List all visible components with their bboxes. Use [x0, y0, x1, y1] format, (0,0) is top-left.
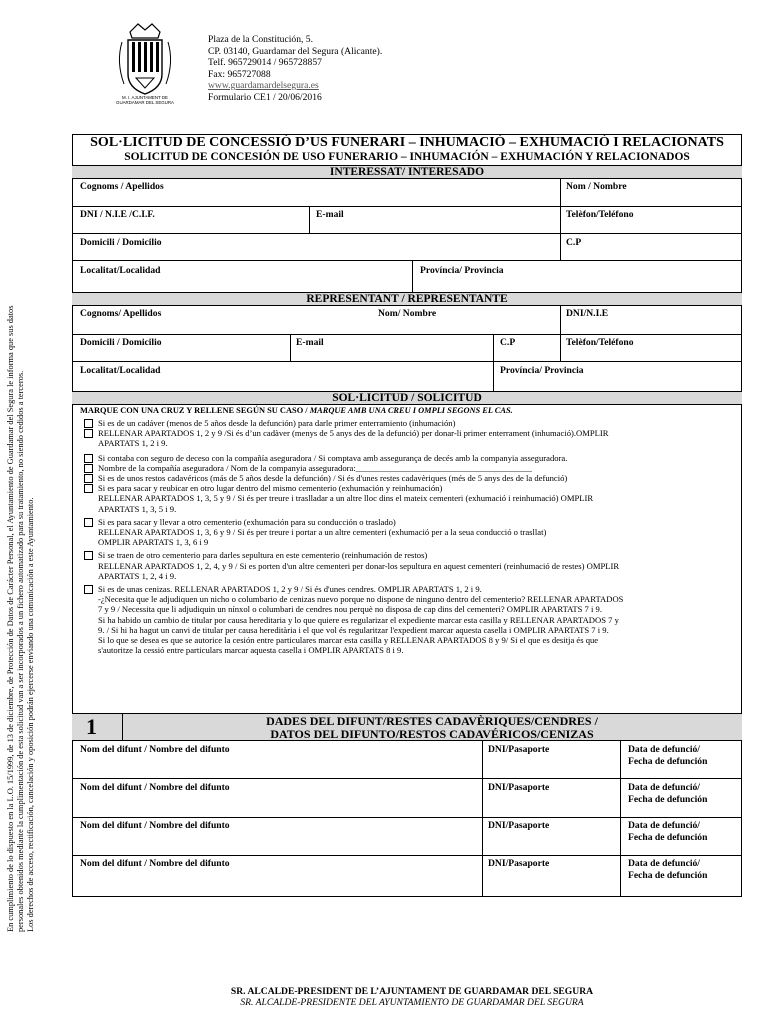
section-1-title-va: DADES DEL DIFUNT/RESTES CADAVÈRIQUES/CENDRES /	[266, 714, 598, 728]
section-1-title-es: DATOS DEL DIFUNTO/RESTOS CADAVÉRICOS/CENIZAS	[270, 727, 594, 741]
logo-caption-2: GUARDAMAR DEL SEGURA	[116, 100, 174, 104]
option-1-line-2: RELLENAR APARTADOS 1, 2 y 9 /Si és d’un cadàver (menys de 5 anys des de la defunció) per donar-li primer enterrament (inhumació).OMPLIR	[98, 428, 609, 439]
rep-phone-label: Telèfon/Teléfono	[566, 337, 634, 348]
coat-of-arms-logo	[108, 22, 182, 104]
deceased-4-date-label	[628, 858, 707, 882]
logo-caption-1: M. I. AJUNTAMENT DE	[122, 95, 168, 100]
privacy-line-3: Los derechos de acceso, rectificación, cancelación y oposición podrán ejercerse enviando una comunicación a este Ayuntamiento.	[26, 497, 35, 932]
int-cp-label: C.P	[566, 237, 582, 248]
int-surnames-label: Cognoms / Apellidos	[80, 181, 164, 192]
deceased-3-date-label	[628, 820, 707, 844]
deceased-4-date-va: Data de defunció/	[628, 858, 700, 869]
int-address-label: Domicili / Domicilio	[80, 237, 162, 248]
option-5-line-1: Si se traen de otro cementerio para darles sepultura en este cementerio (reinhumación de restos)	[98, 550, 428, 561]
title-spanish: SOLICITUD DE CONCESIÓN DE USO FUNERARIO – INHUMACIÓN – EXHUMACIÓN Y RELACIONADOS	[124, 151, 690, 163]
option-6-line-3: 7 y 9 / Necessita que li adjudiquin un nínxol o columbari de cendres nou perquè no disposa de cap dins del cementeri? OMPLIR APARTATS 7 i 9.	[98, 604, 602, 615]
instructions-va: MARQUE AMB UNA CREU I OMPLI SEGONS EL CAS.	[309, 406, 513, 415]
rep-email-label: E-mail	[296, 337, 324, 348]
option-6-line-5: 9. / Si hi ha hagut un canvi de titular per causa hereditària i el que vol és regularitzar l'expedient marcar aquesta casella i OMPLIR APARTATS 7 i 9.	[98, 624, 609, 635]
option-ashes-checkbox[interactable]	[84, 585, 93, 594]
option-6-line-4: Si ha habido un cambio de titular por causa hereditaria y lo que quiere es regularizar el expediente marcar esta casilla y RELLENAR APARTADOS 7 y	[98, 614, 619, 625]
option-1-checkbox[interactable]	[84, 419, 93, 428]
option-2-line-2: Nombre de la compañía aseguradora / Nom de la companyia asseguradora:_________________________________________	[98, 462, 532, 473]
option-6-line-7: s'autoritze la cessió entre particulars marcar aquesta casella i OMPLIR APARTATS 8 i 9.	[98, 645, 404, 656]
deceased-2-doc-label: DNI/Pasaporte	[488, 782, 550, 793]
option-transfer-checkbox[interactable]	[84, 518, 93, 527]
deceased-1-date-label	[628, 744, 707, 768]
deceased-4-doc-label: DNI/Pasaporte	[488, 858, 550, 869]
option-5-line-2: RELLENAR APARTADOS 1, 2, 4, y 9 / Si es porten d'un altre cementeri per donar-los sepultura en aquest cementeri (reinhumació de restes) OMPLIR	[98, 560, 620, 571]
deceased-2-date-va: Data de defunció/	[628, 782, 700, 793]
request-instructions	[80, 406, 513, 415]
deceased-3-name-label: Nom del difunt / Nombre del difunto	[80, 820, 230, 831]
option-incoming-checkbox[interactable]	[84, 551, 93, 560]
header-contact	[208, 34, 382, 103]
website-link[interactable]: www.guardamardelsegura.es	[208, 80, 319, 91]
rep-name-label: Nom/ Nombre	[378, 308, 437, 319]
option-remains-checkbox[interactable]	[84, 474, 93, 483]
rep-surnames-label: Cognoms/ Apellidos	[80, 308, 162, 319]
request-options	[84, 418, 740, 655]
deceased-2-date-es: Fecha de defunción	[628, 794, 708, 805]
form-title	[72, 134, 742, 164]
option-4-line-1: Si es para sacar y llevar a otro cementerio (exhumación para su conducción o traslado)	[98, 516, 396, 527]
interested-heading: INTERESSAT/ INTERESADO	[72, 165, 742, 179]
footer-valencian: SR. ALCALDE-PRESIDENT DE L’AJUNTAMENT DE GUARDAMAR DEL SEGURA	[230, 986, 594, 997]
int-dni-label: DNI / N.I.E /C.I.F.	[80, 209, 155, 220]
privacy-line-2: personales obtenidos mediante la cumplimentación de esta solicitud van a ser incorporados a un fichero automatizado para su tratamiento, no siendo cedidos a terceros.	[16, 370, 25, 932]
int-name-label: Nom / Nombre	[566, 181, 627, 192]
rep-province-label: Província/ Provincia	[500, 365, 584, 376]
footer	[72, 986, 752, 1008]
option-4-line-3: OMPLIR APARTATS 1, 3, 6 i 9	[98, 537, 209, 548]
option-1b-checkbox[interactable]	[84, 429, 93, 438]
deceased-1-date-va: Data de defunció/	[628, 744, 700, 755]
option-insurance-checkbox[interactable]	[84, 454, 93, 463]
rep-address-label: Domicili / Domicilio	[80, 337, 162, 348]
request-heading: SOL·LICITUD / SOLICITUD	[72, 391, 742, 405]
int-email-label: E-mail	[316, 209, 344, 220]
rep-cp-label: C.P	[500, 337, 516, 348]
rep-locality-label: Localitat/Localidad	[80, 365, 161, 376]
option-6-line-1: Si es de unas cenizas. RELLENAR APARTADOS 1, 2 y 9 / Si és d'unes cendres. OMPLIR APARTATS 1, 2 i 9.	[98, 584, 482, 595]
deceased-3-date-es: Fecha de defunción	[628, 832, 708, 843]
deceased-1-name-label: Nom del difunt / Nombre del difunto	[80, 744, 230, 755]
address-line-2: CP. 03140, Guardamar del Segura (Alicante).	[208, 45, 383, 57]
instructions-es: MARQUE CON UNA CRUZ Y RELLENE SEGÚN SU CASO /	[80, 406, 308, 415]
representative-heading: REPRESENTANT / REPRESENTANTE	[72, 292, 742, 306]
option-6-line-6: Si lo que se desea es que se autorice la cesión entre particulares marcar esta casilla y RELLENAR APARTADOS 8 y 9/ Si el que es desitja és que	[98, 635, 599, 646]
privacy-line-1: En cumplimiento de lo dispuesto en la L.O. 15/1999, de 13 de diciembre, de Protección de Datos de Carácter Personal, el Ayuntamiento de Guardamar del Segura le informa que sus datos	[6, 305, 15, 932]
title-valencian: SOL·LICITUD DE CONCESSIÓ D’US FUNERARI – INHUMACIÓ – EXHUMACIÓ I RELACIONATS	[90, 135, 724, 150]
phone: Telf. 965729014 / 965728857	[208, 57, 322, 68]
option-reinhume-checkbox[interactable]	[84, 484, 93, 493]
section-1-number: 1	[86, 714, 97, 739]
option-3-line-2: Si es para sacar y reubicar en otro lugar dentro del mismo cementerio (exhumación y reinhumación)	[98, 483, 443, 494]
option-5-line-3: APARTATS 1, 2, 4 i 9.	[98, 570, 177, 581]
privacy-side-note	[6, 192, 36, 932]
deceased-3-doc-label: DNI/Pasaporte	[488, 820, 550, 831]
int-locality-label: Localitat/Localidad	[80, 265, 161, 276]
deceased-2-name-label: Nom del difunt / Nombre del difunto	[80, 782, 230, 793]
option-3-line-4: APARTATS 1, 3, 5 i 9.	[98, 503, 177, 514]
deceased-4-date-es: Fecha de defunción	[628, 870, 708, 881]
deceased-2-date-label	[628, 782, 707, 806]
deceased-3-date-va: Data de defunció/	[628, 820, 700, 831]
deceased-1-date-es: Fecha de defunción	[628, 756, 708, 767]
option-3-line-3: RELLENAR APARTADOS 1, 3, 5 y 9 / Si és per treure i traslladar a un altre lloc dins el mateix cementeri (exhumació i reinhumació) OMPLIR	[98, 493, 594, 504]
deceased-table	[72, 741, 742, 897]
section-1-title	[122, 715, 742, 741]
int-phone-label: Telèfon/Teléfono	[566, 209, 634, 220]
fax: Fax: 965727088	[208, 68, 271, 80]
form-code: Formulario CE1 / 20/06/2016	[208, 91, 322, 103]
option-3-line-1: Si es de unos restos cadavéricos (más de 5 años desde la defunción) / Si és d'unes restes cadavèriques (més de 5 anys des de la defunció)	[98, 473, 568, 484]
rep-dni-label: DNI/N.I.E	[566, 308, 609, 319]
int-province-label: Província/ Provincia	[420, 265, 504, 276]
address-line-1: Plaza de la Constitución, 5.	[208, 34, 313, 45]
deceased-1-doc-label: DNI/Pasaporte	[488, 744, 550, 755]
option-insurance-name-checkbox[interactable]	[84, 464, 93, 473]
option-6-line-2: -¿Necesita que le adjudiquen un nicho o columbario de cenizas nuevo porque no dispone de ninguno dentro del cementerio? RELLENAR APARTADOS	[98, 594, 624, 605]
option-2-line-1: Si contaba con seguro de deceso con la compañía aseguradora / Si comptava amb assegurança de decés amb la companyia asseguradora.	[98, 452, 568, 463]
footer-spanish: SR. ALCALDE-PRESIDENTE DEL AYUNTAMIENTO DE GUARDAMAR DEL SEGURA	[240, 997, 584, 1008]
option-1-line-3: APARTATS 1, 2 i 9.	[98, 438, 168, 449]
option-4-line-2: RELLENAR APARTADOS 1, 3, 6 y 9 / Si és per treure i portar a un altre cementeri (exhumació per a la seua conducció o trasllat)	[98, 527, 547, 538]
deceased-4-name-label: Nom del difunt / Nombre del difunto	[80, 858, 230, 869]
option-1-line-1: Si es de un cadáver (menos de 5 años desde la defunción) para darle primer enterramiento (inhumación)	[98, 418, 456, 428]
